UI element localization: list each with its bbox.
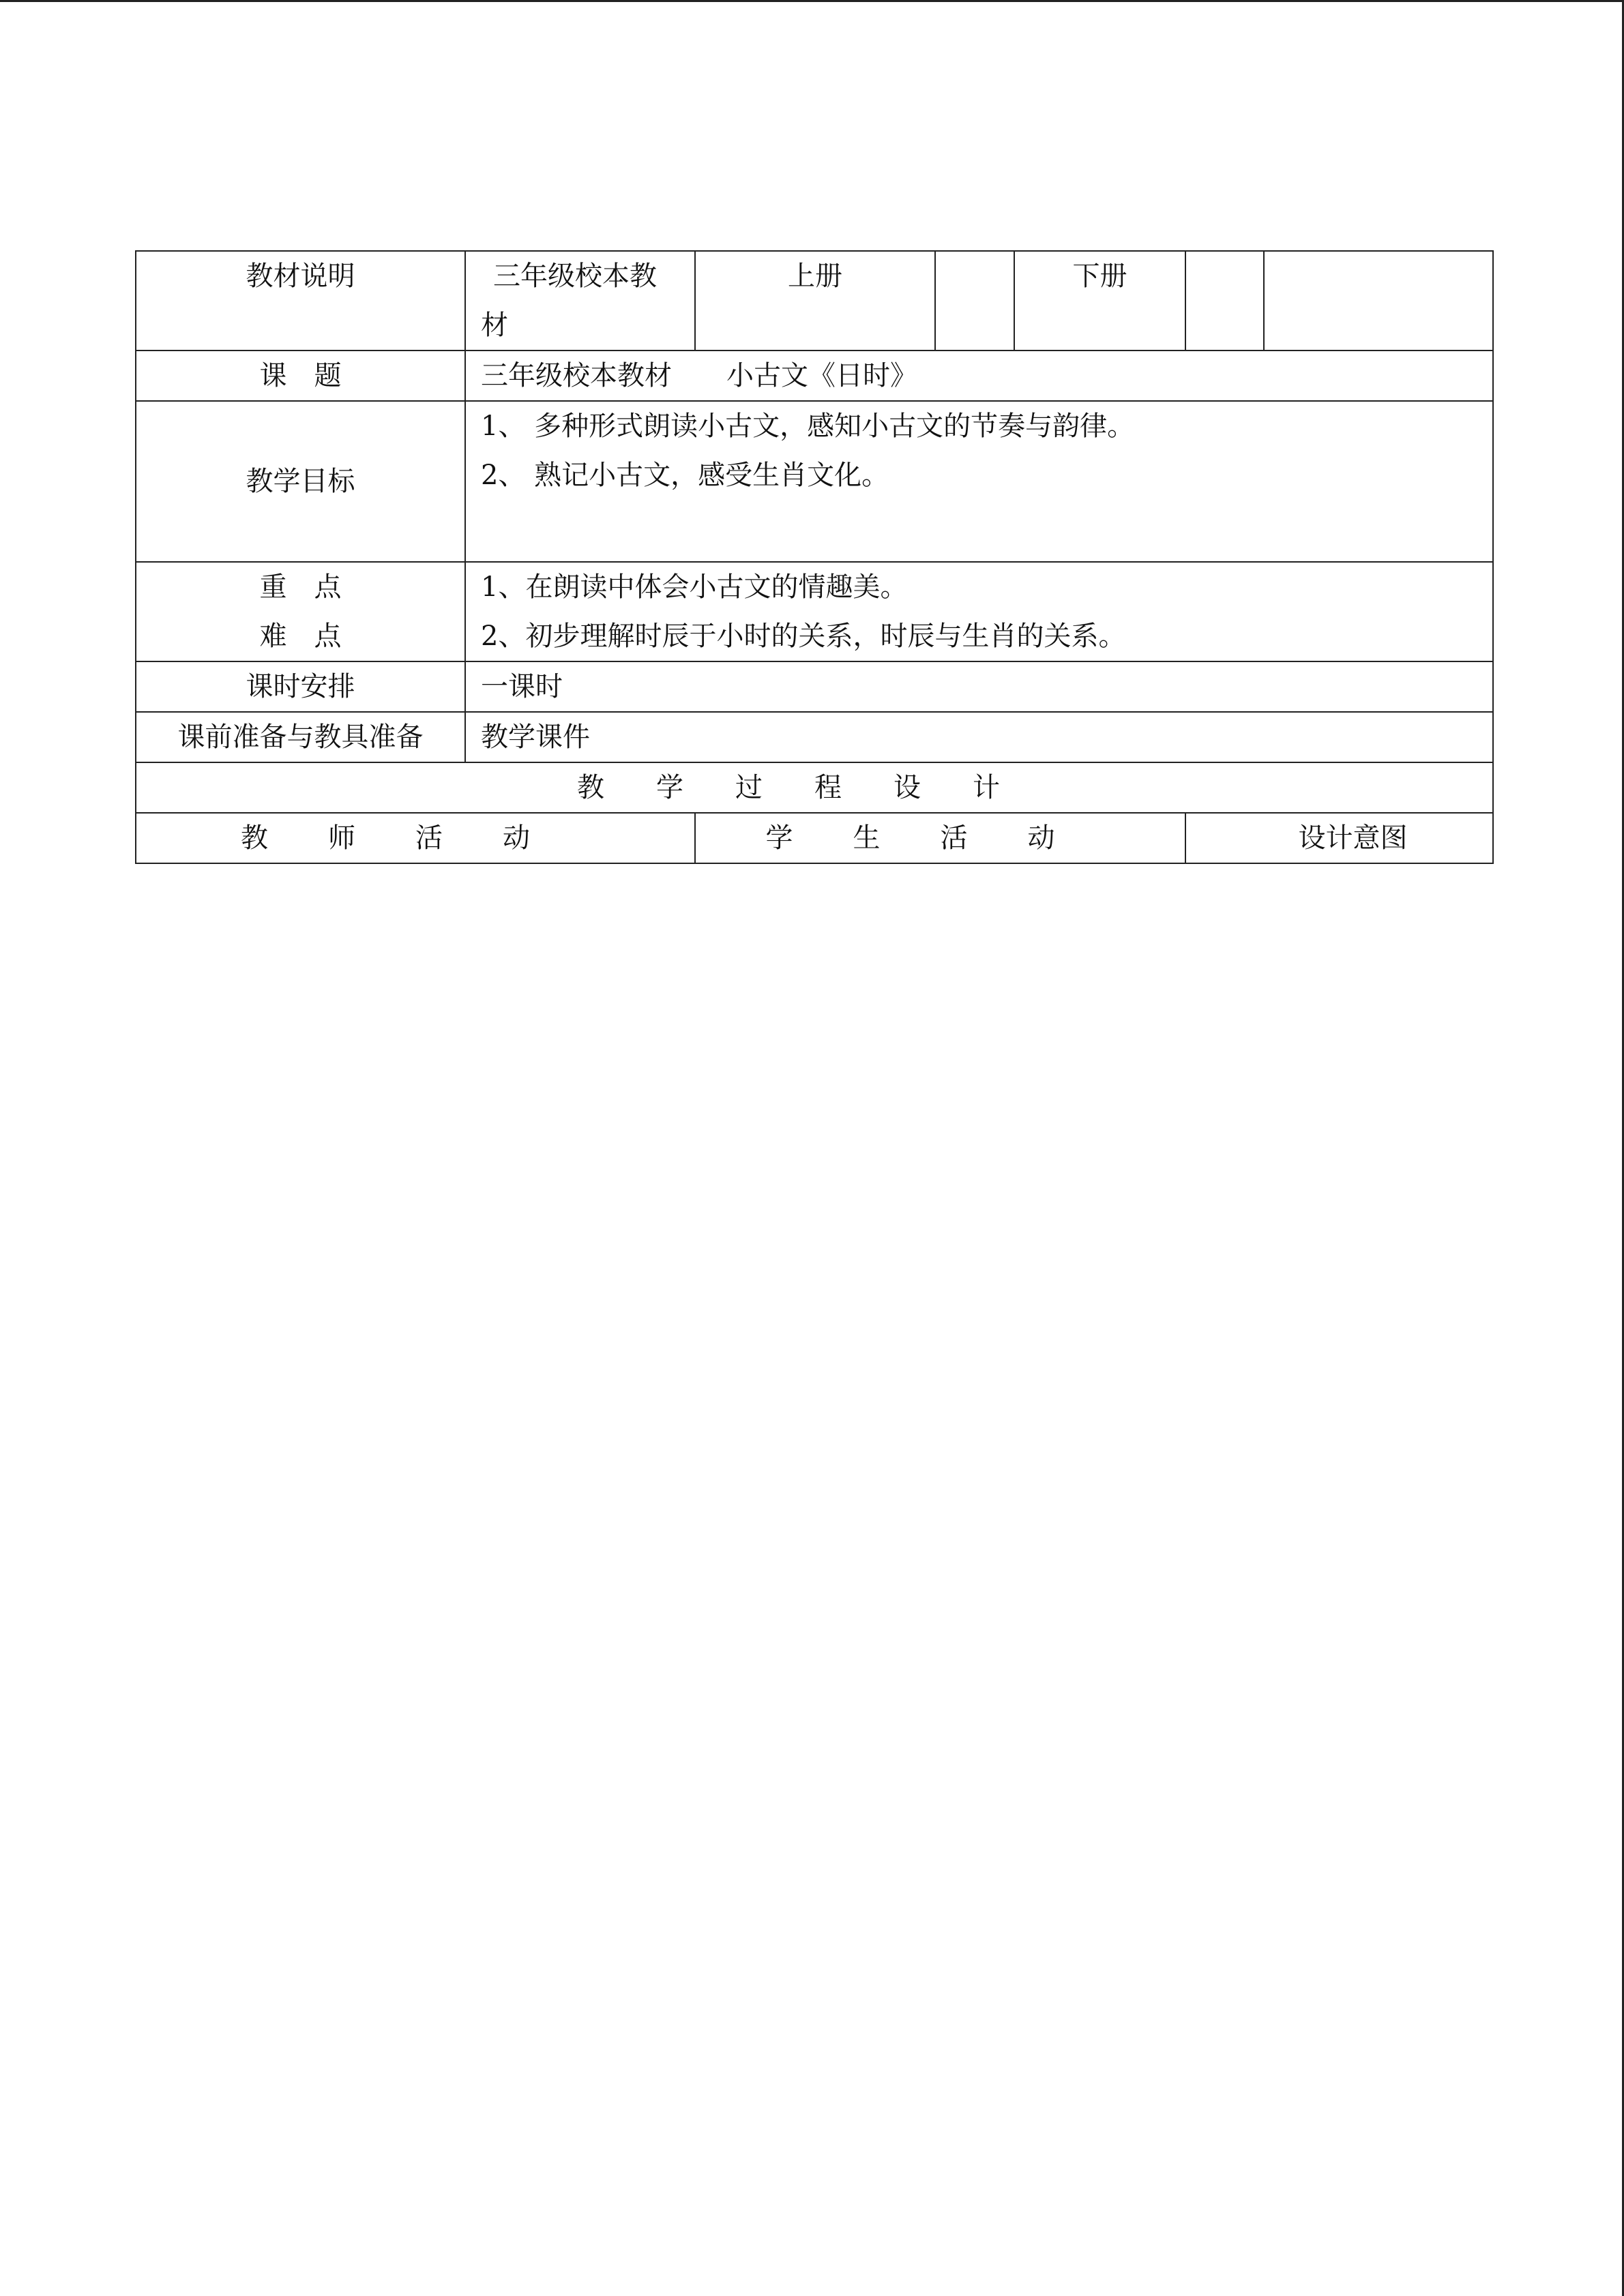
focus-value-cell: [465, 562, 1493, 661]
preparation-row: [136, 712, 1493, 762]
textbook-book-name: 三年级校本教材: [481, 260, 657, 341]
lesson-plan-table: [135, 250, 1494, 864]
student-activity-header-cell: [695, 813, 1185, 863]
topic-title: 小古文《日时》: [726, 360, 917, 391]
topic-book: 三年级校本教材: [481, 360, 672, 391]
focus-label-cell: [136, 562, 465, 661]
schedule-value: 一课时: [481, 671, 563, 702]
objectives-value-cell: [465, 401, 1493, 562]
difficult-point-item: 2、初步理解时辰于小时的关系，时辰与生肖的关系。: [481, 621, 1126, 652]
volume-up-label: 上册: [788, 260, 842, 292]
schedule-row: [136, 661, 1493, 712]
objective-item: 2、 熟记小古文，感受生肖文化。: [481, 460, 889, 491]
textbook-extra-cell: [1264, 251, 1493, 351]
objectives-label: 教学目标: [246, 466, 355, 497]
volume-down-value-cell: [1185, 251, 1264, 351]
preparation-label: 课前准备与教具准备: [177, 721, 424, 753]
key-point-item: 1、在朗读中体会小古文的情趣美。: [481, 571, 908, 603]
textbook-book-cell: [465, 251, 695, 351]
objectives-label-cell: [136, 401, 465, 562]
preparation-value-cell: [465, 712, 1493, 762]
topic-value-cell: [465, 351, 1493, 401]
topic-label-cell: [136, 351, 465, 401]
teacher-activity-header-cell: [136, 813, 695, 863]
page-top-border: [0, 0, 1624, 2]
volume-down-label: 下册: [1072, 260, 1127, 292]
design-intent-header-cell: [1185, 813, 1493, 863]
teacher-activity-header: 教师活动: [241, 822, 590, 854]
objective-item: 1、 多种形式朗读小古文，感知小古文的节奏与韵律。: [481, 411, 1135, 442]
schedule-label-cell: [136, 661, 465, 712]
volume-up-value-cell: [935, 251, 1014, 351]
volume-down-cell: [1014, 251, 1185, 351]
process-title: 教学过程设计: [577, 772, 1052, 803]
topic-row: [136, 351, 1493, 401]
difficult-point-label: 难 点: [259, 621, 342, 652]
student-activity-header: 学生活动: [765, 822, 1115, 854]
process-title-row: [136, 762, 1493, 813]
textbook-label: 教材说明: [246, 260, 355, 292]
process-title-cell: [136, 762, 1493, 813]
preparation-label-cell: [136, 712, 465, 762]
textbook-row: [136, 251, 1493, 351]
volume-up-cell: [695, 251, 935, 351]
topic-label: 课 题: [259, 360, 342, 391]
schedule-value-cell: [465, 661, 1493, 712]
preparation-value: 教学课件: [481, 721, 590, 753]
schedule-label: 课时安排: [246, 671, 355, 702]
process-header-row: [136, 813, 1493, 863]
design-intent-header: 设计意图: [1298, 822, 1408, 854]
objectives-row: [136, 401, 1493, 562]
focus-row: [136, 562, 1493, 661]
textbook-label-cell: [136, 251, 465, 351]
key-point-label: 重 点: [259, 571, 342, 603]
